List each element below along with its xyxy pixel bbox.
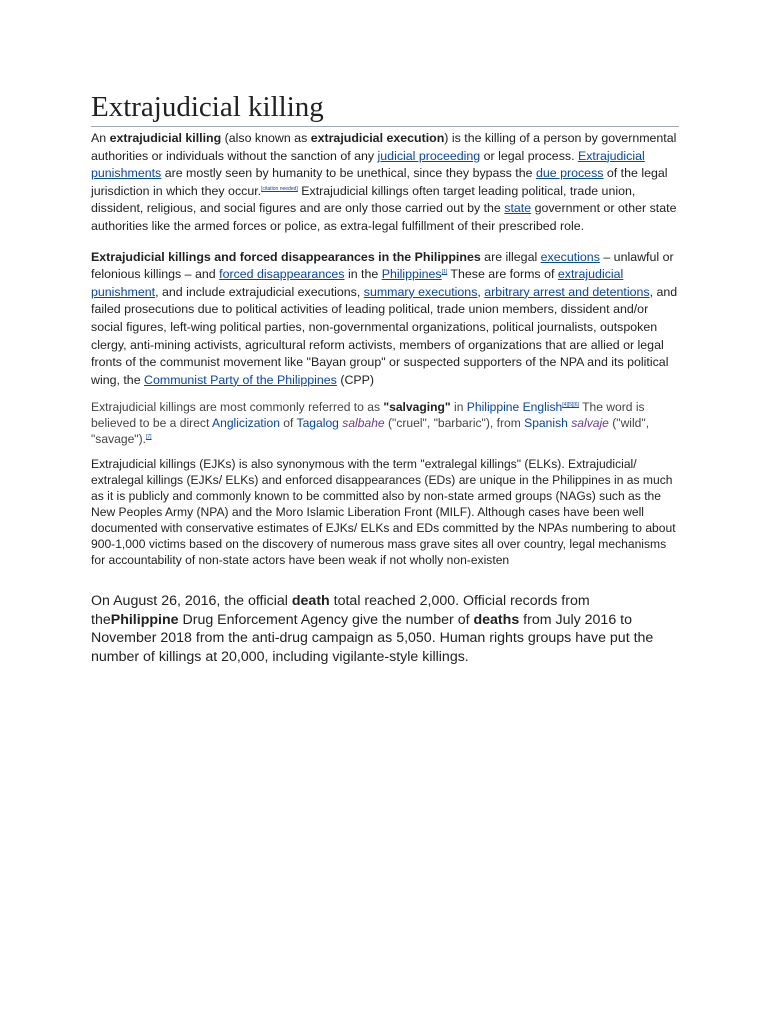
bold-term: Extrajudicial killings and forced disappearances in the Philippines bbox=[91, 249, 481, 264]
bold-term: "salvaging" bbox=[383, 400, 451, 415]
bold-term: death bbox=[291, 593, 330, 610]
link-due-process[interactable]: due process bbox=[535, 166, 604, 181]
salvaging-paragraph: Extrajudicial killings are most commonly referred to as "salvaging" in Philippine English[4][5][6] The word is believed to be a direct Anglicization of Tagalog salbahe ("cruel", "barbaric"), from Spanish salvaje ("wild", "savage").[7] bbox=[91, 400, 650, 447]
bold-term: deaths bbox=[473, 611, 520, 628]
link-spanish[interactable]: Spanish bbox=[524, 416, 568, 431]
bold-term: extrajudicial execution bbox=[310, 131, 445, 145]
statistics-paragraph: On August 26, 2016, the official death total reached 2,000. Official records from thePhilippine Drug Enforcement Agency give the number of deaths from July 2016 to November 2018 from the anti-drug campaign as 5,050. Human rights groups have put the number of killings at 20,000, including vigilante-style killings. bbox=[91, 593, 654, 665]
link-communist-party[interactable]: Communist Party of the Philippines bbox=[144, 372, 337, 387]
link-summary-executions[interactable]: summary executions bbox=[363, 284, 478, 299]
bold-term: Philippine bbox=[110, 611, 179, 628]
link-philippines[interactable]: Philippines bbox=[381, 267, 442, 282]
intro-paragraph: An extrajudicial killing (also known as extrajudicial execution) is the killing of a person by governmental authorities or individuals without the sanction of any judicial proceeding or legal process. Extrajudicial punishments are mostly seen by humanity to be unethical, since they bypass the due process of the legal jurisdiction in which they occur.[citation needed] Extrajudicial killings often target leading political, trade union, dissident, religious, and social figures and are only those carried out by the state government or other state authorities like the armed forces or police, as extra-legal fulfillment of their prescribed role. bbox=[91, 131, 677, 233]
page-title: Extrajudicial killing bbox=[91, 90, 679, 127]
citation-link[interactable]: [7] bbox=[145, 434, 152, 441]
citation-link[interactable]: [4][5][6] bbox=[562, 402, 579, 409]
link-extrajudicial-punishments[interactable]: Extrajudicial punishments bbox=[91, 148, 645, 181]
link-anglicization[interactable]: Anglicization bbox=[212, 416, 280, 431]
link-forced-disappearances[interactable]: forced disappearances bbox=[219, 267, 345, 282]
link-executions[interactable]: executions bbox=[540, 249, 600, 264]
link-judicial-proceeding[interactable]: judicial proceeding bbox=[377, 148, 481, 163]
citation-link[interactable]: [1] bbox=[441, 269, 448, 276]
link-state[interactable]: state bbox=[504, 201, 532, 216]
italic-term: salvaje bbox=[571, 416, 609, 431]
link-arbitrary-arrest[interactable]: arbitrary arrest and detentions bbox=[484, 284, 650, 299]
link-extrajudicial-punishment[interactable]: extrajudicial punishment bbox=[91, 267, 624, 299]
citation-needed-link[interactable]: [citation needed] bbox=[261, 185, 298, 192]
link-tagalog[interactable]: Tagalog bbox=[296, 416, 339, 431]
link-philippine-english[interactable]: Philippine English bbox=[466, 400, 563, 415]
italic-term: salbahe bbox=[342, 416, 385, 431]
bold-term: extrajudicial killing bbox=[109, 131, 222, 145]
ejk-paragraph: Extrajudicial killings (EJKs) is also synonymous with the term "extralegal killings" (ELKs). Extrajudicial/ extralegal killings (EJKs/ ELKs) and enforced disappearances (EDs) are unique in the Philippines in as much as it is publicly and commonly known to be committed also by non-state armed groups (NAGs) such as the New Peoples Army (NPA) and the Moro Islamic Liberation Front (MILF). Although cases have been well documented with conservative estimates of EJKs/ ELKs and EDs committed by the NPAs numbering to about 900-1,000 victims based on the discovery of numerous mass grave sites all over country, legal mechanisms for accountability of non-state actors have been weak if not wholly non-existen bbox=[91, 457, 676, 568]
article bbox=[91, 90, 679, 666]
philippines-paragraph: Extrajudicial killings and forced disappearances in the Philippines are illegal executions – unlawful or felonious killings – and forced disappearances in the Philippines[1] These are forms of extrajudicial punishment, and include extrajudicial executions, summary executions, arbitrary arrest and detentions, and failed prosecutions due to political activities of leading political, trade union members, dissident and/or social figures, left-wing political parties, non-governmental organizations, political journalists, outspoken clergy, anti-mining activists, agricultural reform activists, members of organizations that are allied or legal fronts of the communist movement like "Bayan group" or suspected supporters of the NPA and its political wing, the Communist Party of the Philippines (CPP) bbox=[91, 249, 678, 387]
